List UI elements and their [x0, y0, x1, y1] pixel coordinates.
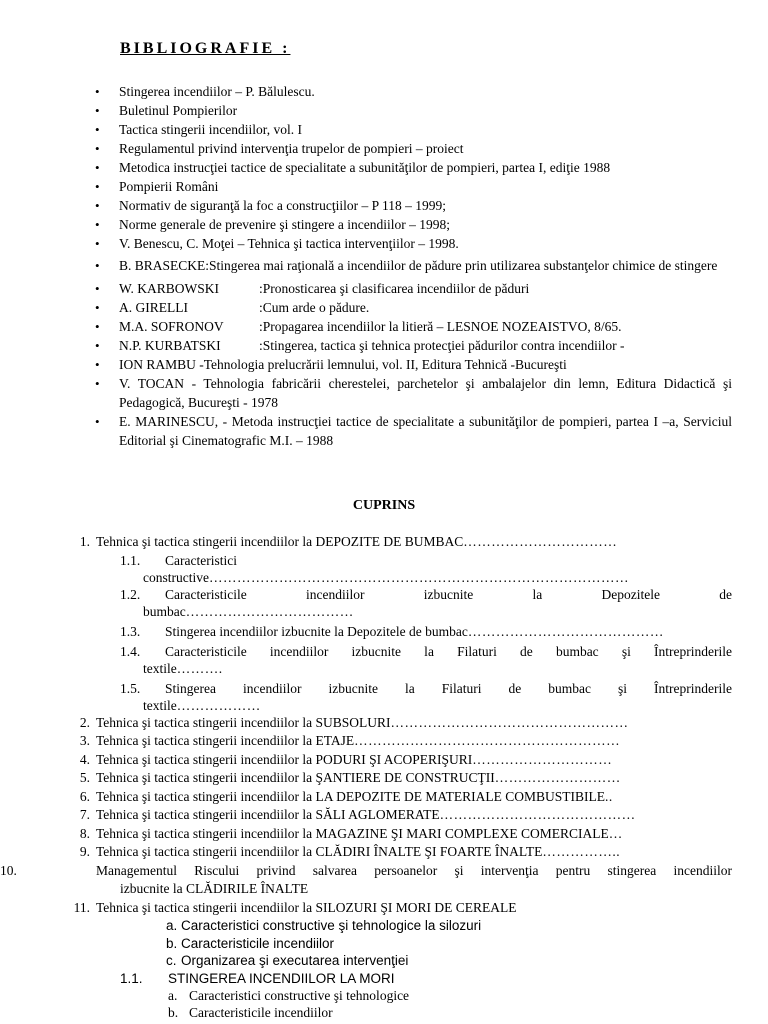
toc-text: Tehnica şi tactica stingerii incendiilor la ŞANTIERE DE CONSTRUCŢII — [96, 770, 495, 785]
author-name: W. KARBOWSKI — [119, 281, 220, 296]
toc-text: Tehnica şi tactica stingerii incendiilor la PODURI ŞI ACOPERIŞURI — [96, 751, 473, 767]
toc-number: 1.4. — [120, 643, 141, 659]
toc-item — [0, 825, 768, 844]
author-name: A. GIRELLI — [119, 300, 188, 315]
toc-number: 11. — [73, 899, 90, 915]
toc-item — [0, 806, 768, 825]
toc-leader: ………………………… — [472, 751, 613, 767]
toc-leader: ……………………………… — [185, 603, 354, 619]
work-title: :Pronosticarea şi clasificarea incendiilor de păduri — [259, 281, 530, 296]
toc-item — [0, 533, 768, 552]
toc-letter: a. — [168, 987, 178, 1003]
bibliography-item: • ION RAMBU -Tehnologia prelucrării lemnului, vol. II, Editura Tehnică -Bucureşti — [0, 355, 768, 374]
toc-leader: ………. — [176, 660, 223, 676]
toc-text: Tehnica şi tactica stingerii incendiilor la ETAJE — [96, 733, 355, 748]
toc-text: constructive — [143, 569, 209, 585]
toc-text: Caracteristici — [165, 552, 237, 568]
bibliography-item: • Tactica stingerii incendiilor, vol. I — [0, 120, 768, 139]
author-name: M.A. SOFRONOV — [119, 319, 224, 334]
toc-subitem — [0, 623, 768, 640]
toc-text: Tehnica şi tactica stingerii incendiilor la DEPOZITE DE BUMBAC — [96, 534, 464, 549]
toc-subitem-continuation — [0, 603, 768, 620]
bibliography-item — [0, 336, 768, 355]
toc-number: 1.1. — [120, 552, 141, 568]
bibliography-item: • V. TOCAN - Tehnologia fabricării cherestelei, parchetelor şi ambalajelor din lemn, Editura Didactică şi Pedagogică, Bucureşti - 1978 — [0, 374, 768, 412]
toc-text: Caracteristici constructive şi tehnologice — [189, 987, 410, 1003]
author-name: N.P. KURBATSKI — [119, 338, 221, 353]
toc-number: 1.2. — [120, 586, 141, 602]
toc-text: Organizarea şi executarea intervenţiei — [181, 953, 409, 968]
contents-heading: CUPRINS — [352, 498, 416, 513]
toc-text: Stingerea incendiilor izbucnite la Depozitele de bumbac — [165, 623, 468, 639]
toc-leader: ……………………………………………………………………………… — [208, 569, 629, 585]
toc-text: Managementul Riscului privind salvarea persoanelor şi intervenţia pentru stingerea incendiilor — [96, 862, 732, 878]
toc-subitem — [0, 643, 768, 660]
bibliography-item: • Pompierii Români — [0, 177, 768, 196]
toc-item — [0, 899, 768, 918]
toc-leader: ………………………………………………… — [354, 733, 621, 748]
toc-text: Caracteristicile incendiilor izbucnite la Depozitele de — [165, 586, 732, 602]
toc-text: Tehnica şi tactica stingerii incendiilor la LA DEPOZITE DE MATERIALE COMBUSTIBILE — [96, 788, 605, 804]
toc-leader: ……………… — [176, 697, 261, 713]
toc-text: Caracteristici constructive şi tehnologice la silozuri — [181, 918, 482, 933]
toc-number: 1.3. — [120, 623, 141, 639]
toc-subitem — [0, 1004, 768, 1022]
bibliography-item: • Buletinul Pompierilor — [0, 101, 768, 120]
toc-text: Stingerea incendiilor izbucnite la Filaturi de bumbac şi Întreprinderile — [165, 680, 732, 696]
bibliography-item: • Metodica instrucţiei tactice de specialitate a subunităţilor de pompieri, partea I, ediţie 1988 — [0, 158, 768, 177]
toc-text: textile — [143, 660, 177, 676]
toc-text: Caracteristicile incendiilor izbucnite la Filaturi de bumbac şi Întreprinderile — [165, 643, 732, 659]
toc-number: 9. — [79, 844, 90, 859]
table-of-contents — [0, 533, 768, 1022]
toc-number: 10. — [0, 862, 17, 878]
toc-text: Tehnica şi tactica stingerii incendiilor la SUBSOLURI — [96, 714, 391, 730]
toc-text: Tehnica şi tactica stingerii incendiilor la MAGAZINE ŞI MARI COMPLEXE COMERCIALE — [96, 825, 609, 841]
toc-number: 6. — [79, 788, 90, 804]
toc-item — [0, 769, 768, 788]
toc-number: 4. — [79, 751, 90, 767]
toc-leader: …………………………………… — [439, 807, 636, 822]
toc-leader: …………………………… — [463, 534, 618, 549]
bibliography-item: • Norme generale de prevenire şi stingere a incendiilor – 1998; — [0, 215, 768, 234]
bibliography-item: • Regulamentul privind intervenţia trupelor de pompieri – proiect — [0, 139, 768, 158]
toc-letter: c. — [166, 953, 177, 968]
toc-text: Tehnica şi tactica stingerii incendiilor la SILOZURI ŞI MORI DE CEREALE — [96, 899, 517, 915]
toc-subitem — [0, 586, 768, 603]
toc-number: 1.5. — [120, 680, 141, 696]
toc-leader: …………….. — [542, 844, 621, 859]
bibliography-item: • B. BRASECKE:Stingerea mai raţională a incendiilor de pădure prin utilizarea substanţelor chimice de stingere — [0, 253, 768, 279]
toc-text: STINGEREA INCENDIILOR LA MORI — [168, 970, 395, 986]
toc-item — [0, 862, 768, 881]
toc-number: 7. — [79, 807, 90, 822]
work-title: :Propagarea incendiilor la litieră – LESNOE NOZEAISTVO, 8/65. — [259, 319, 622, 334]
toc-number: 1.1. — [120, 970, 143, 986]
toc-leader: …………………………………………… — [390, 714, 629, 730]
toc-letter: a. — [166, 918, 178, 933]
toc-subitem-continuation — [0, 660, 768, 677]
toc-text: textile — [143, 697, 177, 713]
toc-subitem — [0, 952, 768, 970]
toc-leader: ……………………… — [494, 770, 621, 785]
toc-subitem — [0, 935, 768, 953]
toc-leader: …………………………………… — [467, 623, 664, 639]
toc-letter: b. — [168, 1005, 179, 1020]
toc-item — [0, 843, 768, 862]
toc-subitem — [0, 970, 768, 987]
bibliography-item: • Normativ de siguranţă la foc a construcţiilor – P 118 – 1999; — [0, 196, 768, 215]
toc-number: 8. — [79, 825, 90, 841]
toc-text: izbucnite la CLĂDIRILE ÎNALTE — [120, 881, 309, 896]
toc-number: 3. — [79, 733, 90, 748]
work-title: :Cum arde o pădure. — [259, 300, 370, 315]
toc-subitem — [0, 552, 768, 569]
toc-item — [0, 751, 768, 770]
bibliography-item: • Stingerea incendiilor – P. Bălulescu. — [0, 82, 768, 101]
toc-letter: b. — [166, 935, 178, 951]
toc-text: Tehnica şi tactica stingerii incendiilor la CLĂDIRI ÎNALTE ŞI FOARTE ÎNALTE — [96, 844, 543, 859]
toc-subitem-continuation — [0, 569, 768, 586]
bibliography-item — [0, 279, 768, 298]
toc-text: Caracteristicile incendiilor — [189, 1005, 333, 1020]
toc-item — [0, 732, 768, 751]
toc-text: Tehnica şi tactica stingerii incendiilor la SĂLI AGLOMERATE — [96, 807, 440, 822]
toc-leader: .. — [604, 788, 613, 804]
page-title: BIBLIOGRAFIE : — [120, 40, 291, 57]
toc-item — [0, 714, 768, 733]
toc-number: 2. — [79, 714, 90, 730]
bibliography-item — [0, 317, 768, 336]
toc-subitem — [0, 987, 768, 1005]
bibliography-item: • V. Benescu, C. Moţei – Tehnica şi tactica intervenţiilor – 1998. — [0, 234, 768, 253]
toc-number: 5. — [79, 770, 90, 785]
toc-leader: … — [608, 825, 623, 841]
bibliography-item: • E. MARINESCU, - Metoda instrucţiei tactice de specialitate a subunităţilor de pompieri, partea I –a, Serviciul Editorial şi Cinematografic M.I. – 1988 — [0, 412, 768, 450]
toc-text: Caracteristicile incendiilor — [181, 935, 335, 951]
bibliography-item — [0, 298, 768, 317]
toc-number: 1. — [79, 534, 90, 549]
toc-subitem-continuation — [0, 697, 768, 714]
bibliography-list — [0, 82, 768, 450]
toc-item — [0, 788, 768, 807]
toc-subitem — [0, 680, 768, 697]
toc-subitem — [0, 917, 768, 935]
work-title: :Stingerea, tactica şi tehnica protecţiei pădurilor contra incendiilor - — [259, 338, 625, 353]
toc-text: bumbac — [143, 603, 186, 619]
toc-item-continuation — [0, 880, 768, 899]
